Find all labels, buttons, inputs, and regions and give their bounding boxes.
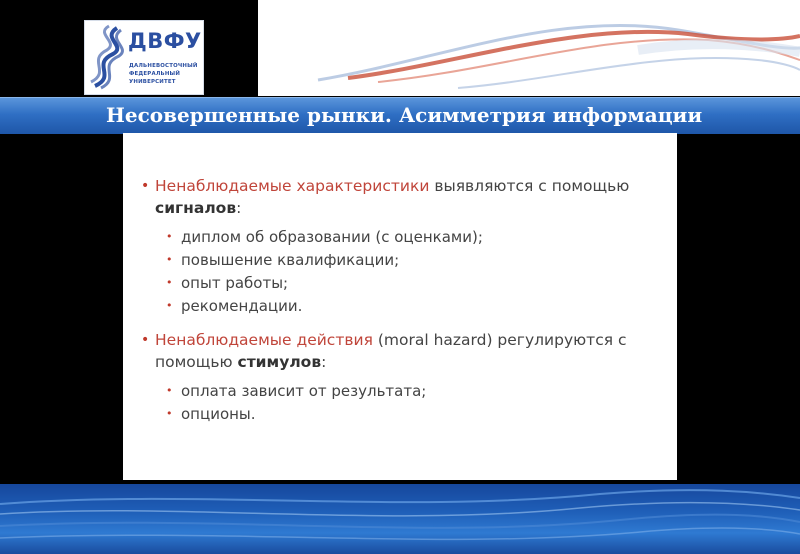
title-bar xyxy=(0,97,800,134)
content-panel xyxy=(123,133,677,480)
header-decoration xyxy=(258,0,800,96)
section1-text: выявляются с помощью xyxy=(429,177,630,195)
sub-bullet-icon: • xyxy=(166,299,173,312)
helix-logo-icon xyxy=(87,24,127,92)
sub-bullet-icon: • xyxy=(166,276,173,289)
bullet-icon: • xyxy=(141,332,150,348)
section2-bold: стимулов xyxy=(237,353,322,371)
list-item: • опционы. xyxy=(166,405,256,423)
footer-decoration xyxy=(0,484,800,554)
logo-line-3: УНИВЕРСИТЕТ xyxy=(129,79,176,85)
section1-tail: : xyxy=(236,199,242,217)
logo-abbreviation: ДВФУ xyxy=(128,29,202,53)
logo-line-2: ФЕДЕРАЛЬНЫЙ xyxy=(129,71,181,77)
slide-title: Несовершенные рынки. Асимметрия информации xyxy=(106,103,703,127)
list-item: • опыт работы; xyxy=(166,274,289,292)
section1-bold: сигналов xyxy=(155,199,237,217)
list-item: • повышение квалификации; xyxy=(166,251,400,269)
sub-bullet-icon: • xyxy=(166,253,173,266)
logo-line-1: ДАЛЬНЕВОСТОЧНЫЙ xyxy=(129,63,198,69)
university-logo xyxy=(84,20,204,95)
sub-bullet-icon: • xyxy=(166,230,173,243)
sub-bullet-icon: • xyxy=(166,384,173,397)
list-item: • оплата зависит от результата; xyxy=(166,382,427,400)
wave-decoration xyxy=(258,0,800,96)
footer-wave-decoration xyxy=(0,484,800,554)
list-item: • рекомендации. xyxy=(166,297,303,315)
list-item: • диплом об образовании (с оценками); xyxy=(166,228,483,246)
section2-text: (moral hazard) регулируются с помощью xyxy=(155,331,627,371)
section2-tail: : xyxy=(321,353,327,371)
sub-bullet-icon: • xyxy=(166,407,173,420)
bullet-icon: • xyxy=(141,178,150,194)
section1-highlight: Ненаблюдаемые характеристики xyxy=(155,177,430,195)
section2-highlight: Ненаблюдаемые действия xyxy=(155,331,373,349)
